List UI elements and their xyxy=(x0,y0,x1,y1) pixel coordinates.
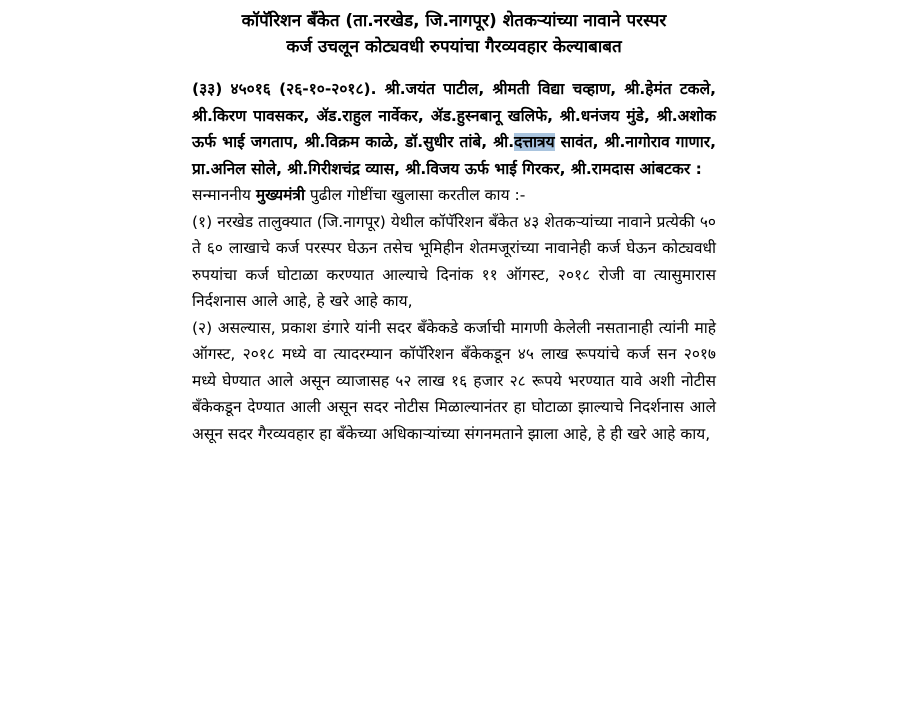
intro-text-end: पुढील गोष्टींचा खुलासा करतील काय :- xyxy=(305,186,526,204)
intro-text: सन्माननीय xyxy=(192,186,256,204)
intro-line xyxy=(192,182,716,209)
text-selection-highlight[interactable]: दत्तात्रय xyxy=(514,133,555,151)
title-line-2: कर्ज उचलून कोट्यवधी रुपयांचा गैरव्यवहार केल्याबाबत xyxy=(286,37,622,57)
document xyxy=(192,8,716,447)
paragraph-1: (१) नरखेड तालुक्यात (जि.नागपूर) येथील कॉपॅरिशन बँकेत ४३ शेतकऱ्यांच्या नावाने प्रत्येकी ५० ते ६० लाखाचे कर्ज परस्पर घेऊन तसेच भूमिहीन शेतमजूरांच्या नावानेही कर्ज घेऊन कोट्यवधी रुपयांचा कर्ज घोटाळा करण्यात आल्याचे दिनांक ११ ऑगस्ट, २०१८ रोजी वा त्यासुमारास निर्दशनास आले आहे, हे खरे आहे काय, xyxy=(192,212,716,310)
members-list: श्री.जयंत पाटील, श्रीमती विद्या चव्हाण, श्री.हेमंत टकले, श्री.किरण पावसकर, ॲड.राहुल नार्वेकर, ॲड.हुस्नबानू खलिफे, श्री.धनंजय मुंडे, श्री.अशोक ऊर्फ भाई जगताप, श्री.विक्रम काळे, डॉ.सुधीर तांबे, श्री. xyxy=(192,80,716,151)
intro-bold-text: मुख्यमंत्री xyxy=(255,186,305,204)
question-number-date: (३३) ४५०१६ (२६-१०-२०१८). xyxy=(192,80,377,98)
document-title xyxy=(192,8,716,60)
members-list-continued: सावंत, श्री.नागोराव गाणार, प्रा.अनिल सोले, श्री.गिरीशचंद्र व्यास, श्री.विजय ऊर्फ भाई गिरकर, श्री.रामदास आंबटकर : xyxy=(192,133,717,178)
paragraph-2: (२) असल्यास, प्रकाश डंगारे यांनी सदर बँकेकडे कर्जाची मागणी केलेली नसतानाही त्यांनी माहे ऑगस्ट, २०१८ मध्ये वा त्यादरम्यान कॉपॅरिशन बँकेकडून ४५ लाख रूपयांचे कर्ज सन २०१७ मध्ये घेण्यात आले असून व्याजासह ५२ लाख १६ हजार २८ रूपये भरण्यात यावे अशी नोटीस बँकेकडून देण्यात आली असून सदर नोटीस मिळाल्यानंतर हा घोटाळा झाल्याचे निदर्शनास आले असून सदर गैरव्यवहार हा बँकेच्या अधिकाऱ्यांच्या संगनमताने झाला आहे, हे ही खरे आहे काय, xyxy=(192,318,716,443)
title-line-1: कॉपॅरिशन बँकेत (ता.नरखेड, जि.नागपूर) शेतकऱ्यांच्या नावाने परस्पर xyxy=(241,11,667,31)
question-header xyxy=(192,76,716,182)
